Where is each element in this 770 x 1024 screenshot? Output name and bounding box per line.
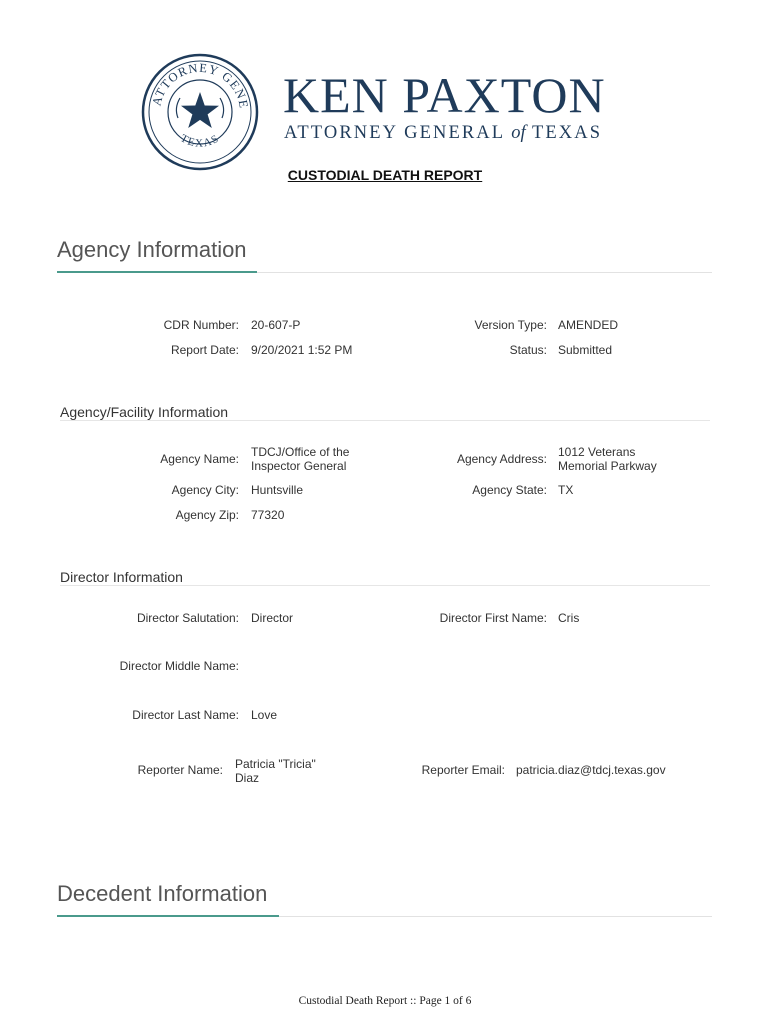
director-first-name-label: Director First Name:: [439, 611, 547, 625]
director-last-name-value: Love: [251, 708, 278, 722]
page-footer: Custodial Death Report :: Page 1 of 6: [298, 995, 472, 1007]
version-type-label: Version Type:: [474, 318, 547, 332]
agency-state-label: Agency State:: [472, 483, 547, 497]
agency-address-value: 1012 Veterans Memorial Parkway: [558, 445, 657, 473]
agency-name-value: TDCJ/Office of the Inspector General: [251, 445, 350, 473]
agency-zip-value: 77320: [251, 508, 285, 522]
reporter-name-value: Patricia "Tricia" Diaz: [235, 757, 316, 785]
reporter-email-label: Reporter Email:: [421, 763, 505, 777]
status-value: Submitted: [558, 343, 613, 357]
agency-city-value: Huntsville: [251, 483, 304, 497]
agency-address-label: Agency Address:: [456, 452, 547, 466]
cdr-number-label: CDR Number:: [163, 318, 239, 332]
agency-zip-label: Agency Zip:: [175, 508, 239, 522]
agency-state-value: TX: [558, 483, 574, 497]
section-title-agency-information: Agency Information: [57, 237, 247, 262]
brand-subtitle: ATTORNEY GENERAL of TEXAS: [284, 123, 603, 143]
director-last-name-label: Director Last Name:: [132, 708, 239, 722]
director-first-name-value: Cris: [558, 611, 580, 625]
subsection-rule: [60, 585, 710, 586]
attorney-general-seal: [140, 52, 260, 172]
section-accent: [57, 271, 257, 273]
agency-city-label: Agency City:: [171, 483, 239, 497]
agency-name-label: Agency Name:: [160, 452, 239, 466]
status-label: Status:: [509, 343, 547, 357]
svg-text:TEXAS: TEXAS: [178, 132, 222, 150]
section-title-decedent-information: Decedent Information: [57, 881, 268, 906]
director-salutation-value: Director: [251, 611, 294, 625]
brand-name: KEN PAXTON: [283, 67, 606, 123]
director-middle-name-label: Director Middle Name:: [119, 659, 239, 673]
subsection-title-facility: Agency/Facility Information: [60, 404, 229, 420]
section-accent: [57, 915, 279, 917]
report-date-value: 9/20/2021 1:52 PM: [251, 343, 353, 357]
subsection-rule: [60, 420, 710, 421]
reporter-email-value: patricia.diaz@tdcj.texas.gov: [516, 763, 666, 777]
cdr-number-value: 20-607-P: [251, 318, 301, 332]
director-salutation-label: Director Salutation:: [136, 611, 239, 625]
subsection-title-director: Director Information: [60, 569, 183, 585]
reporter-name-label: Reporter Name:: [137, 763, 223, 777]
svg-text:THE ATTORNEY GENERAL: ATTORNEY GENE: [149, 60, 251, 110]
report-date-label: Report Date:: [170, 343, 239, 357]
report-title: CUSTODIAL DEATH REPORT: [287, 167, 483, 183]
version-type-value: AMENDED: [558, 318, 619, 332]
